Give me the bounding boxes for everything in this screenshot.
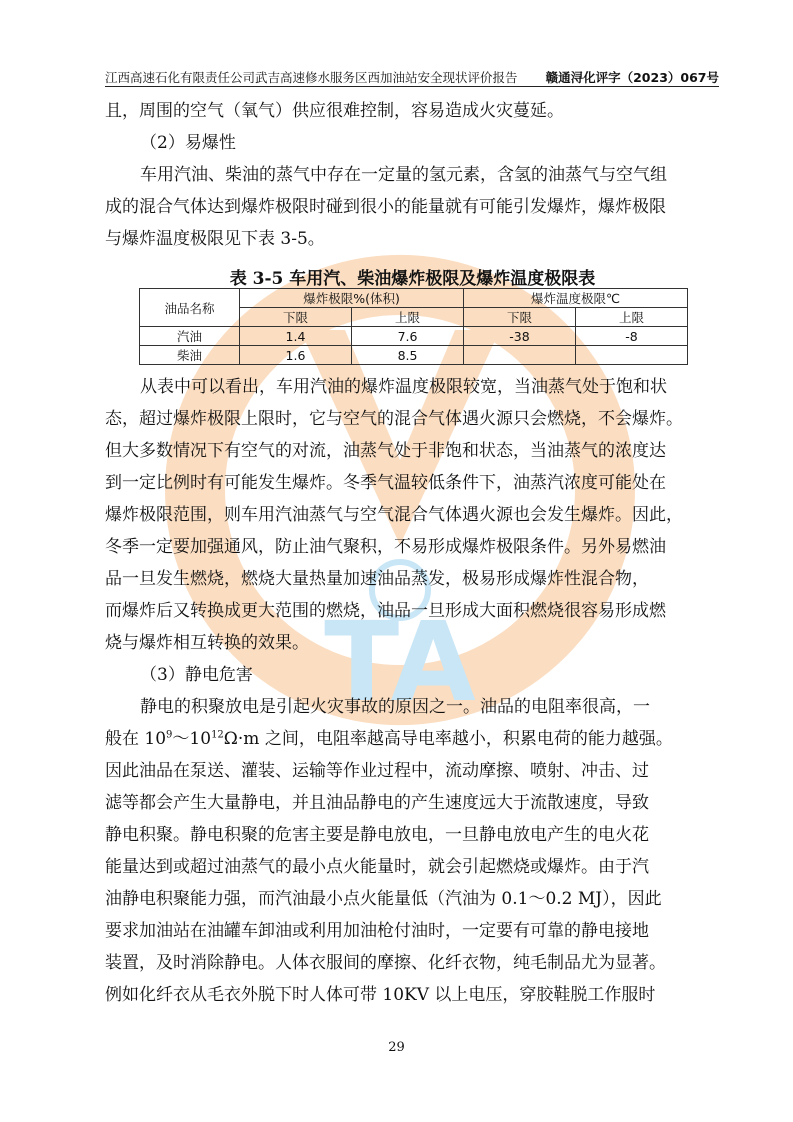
table-header-explosion-limit: 爆炸极限%(体积) bbox=[240, 289, 464, 308]
table-cell-product: 汽油 bbox=[140, 327, 240, 346]
text-run: Ω·m 之间，电阻率越高导电率越小，积累电荷的能力越强。 bbox=[223, 729, 673, 749]
paragraph-line: 油静电积聚能力强，而汽油最小点火能量低（汽油为 0.1～0.2 MJ），因此 bbox=[105, 889, 662, 909]
table-subheader-lower: 下限 bbox=[464, 308, 576, 327]
table-row bbox=[140, 327, 688, 346]
section-heading-explosivity: （2）易爆性 bbox=[140, 133, 236, 153]
table-row bbox=[140, 346, 688, 365]
table-cell: 1.4 bbox=[240, 327, 352, 346]
paragraph-line: 品一旦发生燃烧，燃烧大量热量加速油品蒸发，极易形成爆炸性混合物， bbox=[105, 569, 649, 589]
table-header-temperature-limit: 爆炸温度极限℃ bbox=[464, 289, 688, 308]
paragraph-line-resistivity bbox=[105, 724, 720, 756]
paragraph-line: 爆炸极限范围，则车用汽油蒸气与空气混合气体遇火源也会发生爆炸。因此， bbox=[105, 505, 683, 525]
section-heading-static-hazard: （3）静电危害 bbox=[140, 665, 253, 685]
paragraph-line: 能量达到或超过油蒸气的最小点火能量时，就会引起燃烧或爆炸。由于汽 bbox=[105, 857, 649, 877]
svg-text:TA: TA bbox=[324, 598, 476, 726]
paragraph-line: 成的混合气体达到爆炸极限时碰到很小的能量就有可能引发爆炸，爆炸极限 bbox=[105, 197, 666, 217]
paragraph-line: 与爆炸温度极限见下表 3-5。 bbox=[105, 229, 325, 249]
paragraph-line: 要求加油站在油罐车卸油或利用加油枪付油时，一定要有可靠的静电接地 bbox=[105, 921, 649, 941]
paragraph-line: 态，超过爆炸极限上限时，它与空气的混合气体遇火源只会燃烧，不会爆炸。 bbox=[105, 409, 683, 429]
paragraph-line: 车用汽油、柴油的蒸气中存在一定量的氢元素，含氢的油蒸气与空气组 bbox=[140, 165, 667, 185]
table-cell: 8.5 bbox=[352, 346, 464, 365]
table-cell: 1.6 bbox=[240, 346, 352, 365]
paragraph-line: 静电的积聚放电是引起火灾事故的原因之一。油品的电阻率很高，一 bbox=[140, 697, 650, 717]
page-number: 29 bbox=[388, 1040, 405, 1055]
table-cell: -8 bbox=[576, 327, 688, 346]
paragraph-line: 冬季一定要加强通风，防止油气聚积，不易形成爆炸极限条件。另外易燃油 bbox=[105, 537, 666, 557]
running-header bbox=[105, 68, 719, 87]
paragraph-line: 到一定比例时有可能发生爆炸。冬季气温较低条件下，油蒸汽浓度可能处在 bbox=[105, 473, 666, 493]
paragraph-line: 装置，及时消除静电。人体衣服间的摩擦、化纤衣物，纯毛制品尤为显著。 bbox=[105, 953, 666, 973]
superscript: 12 bbox=[211, 729, 224, 741]
text-run: ～10 bbox=[172, 729, 212, 749]
text-run: 般在 10 bbox=[105, 729, 167, 749]
paragraph-line: 从表中可以看出，车用汽油的爆炸温度极限较宽，当油蒸气处于饱和状 bbox=[140, 377, 667, 397]
table-subheader-upper: 上限 bbox=[352, 308, 464, 327]
table-cell bbox=[464, 346, 576, 365]
superscript: 9 bbox=[166, 729, 173, 741]
paragraph-line: 因此油品在泵送、灌装、运输等作业过程中，流动摩擦、喷射、冲击、过 bbox=[105, 761, 649, 781]
table-cell: 7.6 bbox=[352, 327, 464, 346]
paragraph-line: 而爆炸后又转换成更大范围的燃烧，油品一旦形成大面积燃烧很容易形成燃 bbox=[105, 601, 666, 621]
table-header-product: 油品名称 bbox=[140, 289, 240, 327]
table-cell: -38 bbox=[464, 327, 576, 346]
paragraph-line: 例如化纤衣从毛衣外脱下时人体可带 10KV 以上电压，穿胶鞋脱工作服时 bbox=[105, 985, 656, 1005]
table-caption: 表 3-5 车用汽、柴油爆炸极限及爆炸温度极限表 bbox=[229, 269, 596, 289]
explosion-limits-table bbox=[139, 288, 688, 365]
paragraph-line: 静电积聚。静电积聚的危害主要是静电放电，一旦静电放电产生的电火花 bbox=[105, 825, 649, 845]
header-report-title: 江西高速石化有限责任公司武吉高速修水服务区西加油站安全现状评价报告 bbox=[105, 70, 518, 85]
header-report-number: 赣通浔化评字（2023）067号 bbox=[545, 70, 719, 85]
paragraph-line: 滤等都会产生大量静电，并且油品静电的产生速度远大于流散速度，导致 bbox=[105, 793, 649, 813]
paragraph-line: 但大多数情况下有空气的对流，油蒸气处于非饱和状态，当油蒸气的浓度达 bbox=[105, 441, 666, 461]
table-cell bbox=[576, 346, 688, 365]
paragraph-line: 烧与爆炸相互转换的效果。 bbox=[105, 633, 309, 653]
table-subheader-upper: 上限 bbox=[576, 308, 688, 327]
paragraph-line: 且，周围的空气（氧气）供应很难控制，容易造成火灾蔓延。 bbox=[105, 101, 564, 121]
table-cell-product: 柴油 bbox=[140, 346, 240, 365]
table-subheader-lower: 下限 bbox=[240, 308, 352, 327]
